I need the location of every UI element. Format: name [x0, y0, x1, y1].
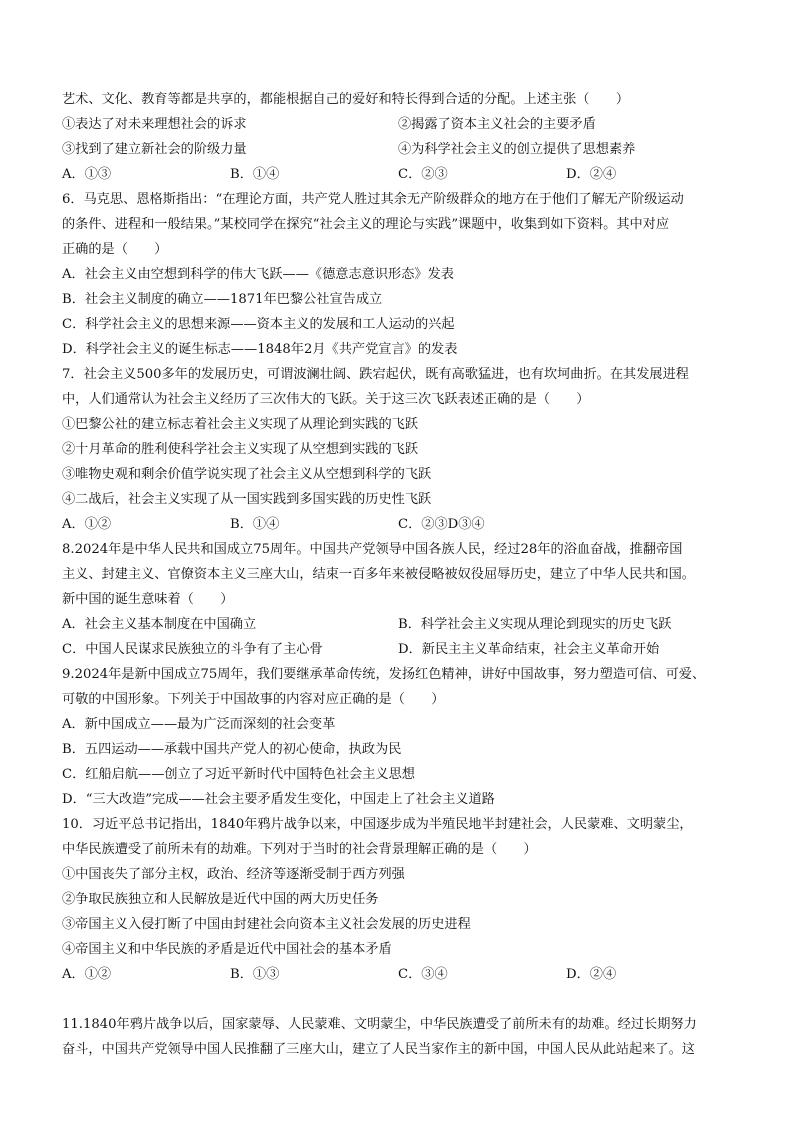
q9-option-d: D．“三大改造”完成——社会主要矛盾发生变化，中国走上了社会主义道路: [62, 792, 495, 807]
q10-option-a: A．①②: [62, 967, 112, 982]
q5-options: [62, 162, 734, 187]
q5-item-3: ③找到了建立新社会的阶级力量: [62, 142, 247, 157]
q8-stem-line-2: 主义、封建主义、官僚资本主义三座大山，结束一百多年来被侵略被奴役屈辱历史，建立了中华人民共和国。: [62, 567, 695, 582]
q7-stem-line-1: 7．社会主义500多年的发展历史，可谓波澜壮阔、跌宕起伏，既有高歌猛进，也有坎坷曲折。在其发展进程: [62, 367, 689, 382]
q5-item-4: ④为科学社会主义的创立提供了思想素养: [398, 142, 636, 157]
q10-item-4: ④帝国主义和中华民族的矛盾是近代中国社会的基本矛盾: [62, 942, 392, 957]
q8-options-row-1: [62, 612, 734, 637]
q10-option-b: B．①③: [230, 967, 280, 982]
q9-option-a: A．新中国成立——最为广泛而深刻的社会变革: [62, 717, 336, 732]
q7-option-b: B．①④: [230, 517, 280, 532]
q5-option-a: A．①③: [62, 167, 112, 182]
q11-stem-line-1: 11.1840年鸦片战争以后，国家蒙辱、人民蒙难、文明蒙尘，中华民族遭受了前所未有的劫难。经过长期努力: [62, 1017, 697, 1032]
q5-stem-line: 艺术、文化、教育等都是共享的，都能根据自己的爱好和特长得到合适的分配。上述主张（ ）: [62, 92, 630, 107]
q10-option-d: D．②④: [566, 967, 617, 982]
q9-stem-line-1: 9.2024年是新中国成立75周年，我们要继承革命传统，发扬红色精神，讲好中国故事，努力塑造可信、可爱、: [62, 667, 706, 682]
q5-option-d: D．②④: [566, 167, 617, 182]
q8-stem-line-3: 新中国的诞生意味着（ ）: [62, 592, 234, 607]
q8-option-b: B．科学社会主义实现从理论到现实的历史飞跃: [398, 617, 672, 632]
q7-stem-line-2: 中，人们通常认为社会主义经历了三次伟大的飞跃。关于这三次飞跃表述正确的是（ ）: [62, 392, 590, 407]
q10-option-c: C．③④: [398, 967, 448, 982]
q7-item-2: ②十月革命的胜利使科学社会主义实现了从空想到实践的飞跃: [62, 442, 419, 457]
q10-item-3: ③帝国主义入侵打断了中国由封建社会向资本主义社会发展的历史进程: [62, 917, 471, 932]
q6-option-b: B．社会主义制度的确立——1871年巴黎公社宣告成立: [62, 292, 383, 307]
q9-option-c: C．红船启航——创立了习近平新时代中国特色社会主义思想: [62, 767, 415, 782]
q7-item-3: ③唯物史观和剩余价值学说实现了社会主义从空想到科学的飞跃: [62, 467, 432, 482]
q10-options: [62, 962, 734, 987]
q11-stem-line-2: 奋斗，中国共产党领导中国人民推翻了三座大山，建立了人民当家作主的新中国，中国人民从此站起来了。这: [62, 1042, 695, 1057]
q6-stem-line-2: 的条件、进程和一般结果。”某校同学在探究“社会主义的理论与实践”课题中，收集到如下资料。其中对应: [62, 217, 670, 232]
q8-option-c: C．中国人民谋求民族独立的斗争有了主心骨: [62, 642, 323, 657]
q8-options-row-2: [62, 637, 734, 662]
q8-option-d: D．新民主主义革命结束，社会主义革命开始: [398, 642, 660, 657]
q10-stem-line-2: 中华民族遭受了前所未有的劫难。下列对于当时的社会背景理解正确的是（ ）: [62, 842, 537, 857]
q10-item-2: ②争取民族独立和人民解放是近代中国的两大历史任务: [62, 892, 379, 907]
q8-option-a: A．社会主义基本制度在中国确立: [62, 617, 257, 632]
q7-item-1: ①巴黎公社的建立标志着社会主义实现了从理论到实践的飞跃: [62, 417, 419, 432]
q5-item-2: ②揭露了资本主义社会的主要矛盾: [398, 117, 596, 132]
q6-option-a: A．社会主义由空想到科学的伟大飞跃——《德意志意识形态》发表: [62, 267, 454, 282]
q7-item-4: ④二战后，社会主义实现了从一国实践到多国实践的历史性飞跃: [62, 492, 432, 507]
q6-option-c: C．科学社会主义的思想来源——资本主义的发展和工人运动的兴起: [62, 317, 455, 332]
q8-stem-line-1: 8.2024年是中华人民共和国成立75周年。中国共产党领导中国各族人民，经过28年的浴血奋战，推翻帝国: [62, 542, 683, 557]
q7-options: [62, 512, 734, 537]
q5-option-c: C．②③: [398, 167, 448, 182]
q6-stem-line-3: 正确的是（ ）: [62, 242, 168, 257]
q5-item-1: ①表达了对未来理想社会的诉求: [62, 117, 247, 132]
q10-item-1: ①中国丧失了部分主权，政治、经济等逐渐受制于西方列强: [62, 867, 405, 882]
q7-option-a: A．①②: [62, 517, 112, 532]
q10-stem-line-1: 10．习近平总书记指出，1840年鸦片战争以来，中国逐步成为半殖民地半封建社会，人民蒙难、文明蒙尘，: [62, 817, 693, 832]
q5-items-row-2: [62, 137, 734, 162]
q5-items-row-1: [62, 112, 734, 137]
q6-stem-line-1: 6．马克思、恩格斯指出：“在理论方面，共产党人胜过其余无产阶级群众的地方在于他们了解无产阶级运动: [62, 192, 684, 207]
q9-option-b: B．五四运动——承载中国共产党人的初心使命，执政为民: [62, 742, 402, 757]
q6-option-d: D．科学社会主义的诞生标志——1848年2月《共产党宣言》的发表: [62, 342, 458, 357]
q5-option-b: B．①④: [230, 167, 280, 182]
q7-option-cd: C．②③D③④: [398, 517, 485, 532]
q9-stem-line-2: 可敬的中国形象。下列关于中国故事的内容对应正确的是（ ）: [62, 692, 445, 707]
